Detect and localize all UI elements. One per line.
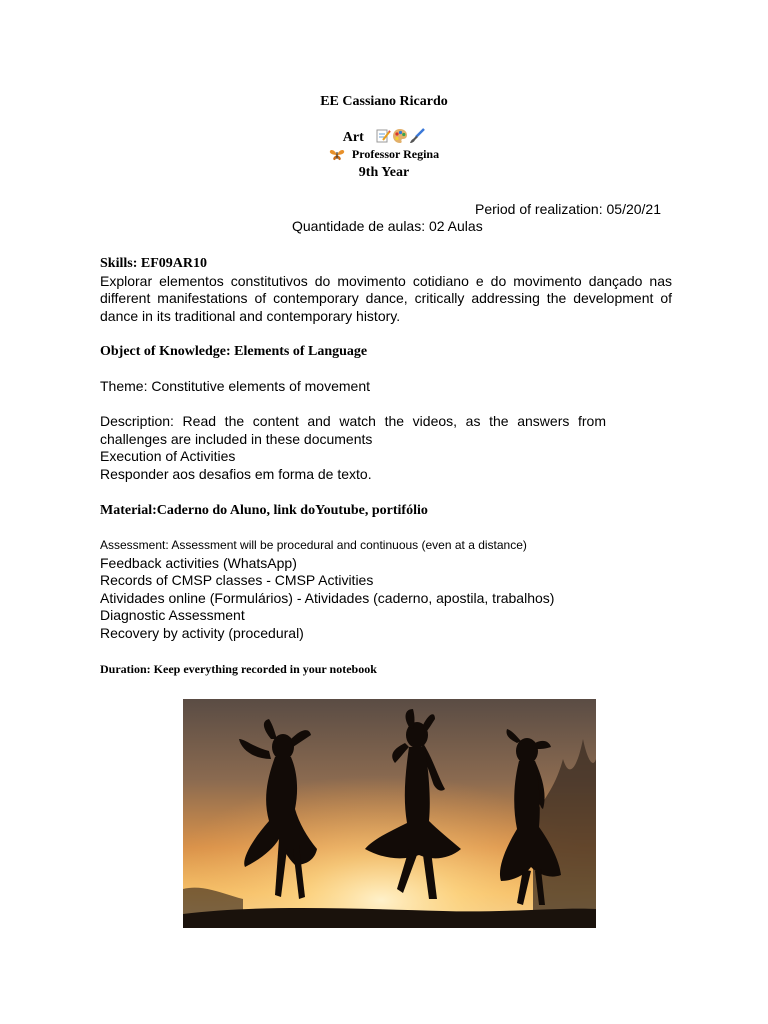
duration: Duration: Keep everything recorded in your notebook	[100, 662, 377, 676]
period-of-realization: Period of realization: 05/20/21	[474, 201, 661, 217]
description-section	[100, 413, 606, 483]
assessment-item: Diagnostic Assessment	[100, 607, 245, 623]
assessment-item: Feedback activities (WhatsApp)	[100, 554, 297, 571]
assessment-item: Recovery by activity (procedural)	[100, 624, 304, 641]
skills-heading: Skills: EF09AR10	[100, 256, 207, 271]
skills-text: Explorar elementos constitutivos do movimento cotidiano e do movimento dançado nas different manifestations of contemporary dance, critically addressing the development of dance in its traditional and contemporary history.	[100, 272, 672, 324]
lesson-quantity: Quantidade de aulas: 02 Aulas	[292, 218, 483, 234]
subject-label: Art	[342, 130, 364, 145]
respond-instruction: Responder aos desafios em forma de texto.	[100, 465, 372, 482]
professor-line	[0, 147, 768, 162]
assessment-item: Records of CMSP classes - CMSP Activities	[100, 572, 374, 588]
theme: Theme: Constitutive elements of movement	[100, 378, 371, 394]
subject-icons	[375, 128, 425, 144]
assessment-section	[100, 537, 672, 642]
description-text: Description: Read the content and watch the videos, as the answers from challenges are included in these documents	[100, 413, 606, 447]
assessment-item: Atividades online (Formulários) - Atividades (caderno, apostila, trabalhos)	[100, 589, 555, 606]
dancers-silhouette-photo	[183, 699, 596, 928]
paintbrush-icon	[409, 128, 425, 144]
school-name: EE Cassiano Ricardo	[320, 94, 448, 109]
professor-name: Professor Regina	[351, 147, 440, 161]
dancers-silhouette-image	[183, 699, 596, 928]
material: Material:Caderno do Aluno, link doYoutube, portifólio	[100, 503, 428, 518]
execution-of-activities: Execution of Activities	[100, 448, 236, 464]
subject-line	[0, 128, 768, 146]
school-year: 9th Year	[358, 165, 410, 180]
object-of-knowledge: Object of Knowledge: Elements of Language	[100, 344, 368, 359]
butterfly-icon	[329, 149, 345, 161]
memo-icon	[375, 128, 391, 144]
palette-icon	[392, 128, 408, 144]
skills-section	[100, 255, 672, 325]
assessment-intro: Assessment: Assessment will be procedural and continuous (even at a distance)	[100, 538, 527, 552]
